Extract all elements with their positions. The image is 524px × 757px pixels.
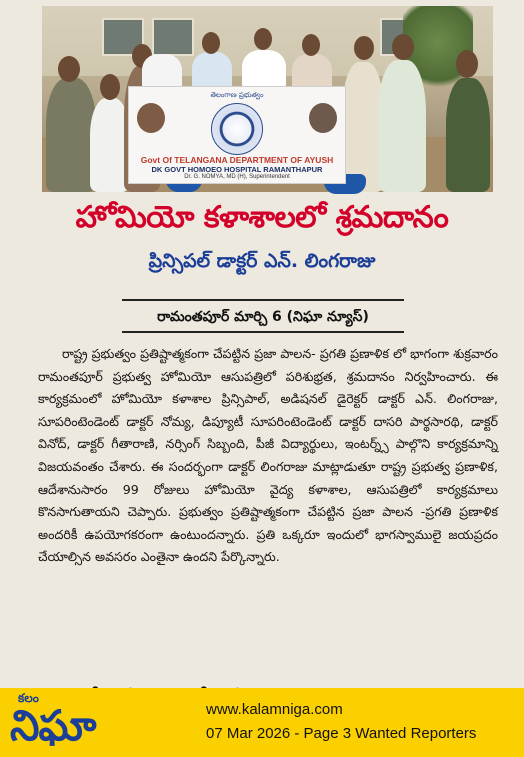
banner-header: తెలంగాణ ప్రభుత్వం: [210, 91, 264, 99]
article-dateline: రామంతపూర్ మార్చి 6 (నిఘా న్యూస్): [157, 309, 369, 325]
person-head: [58, 56, 80, 82]
person-head: [254, 28, 272, 50]
person: [446, 78, 490, 192]
dateline-box: [122, 299, 404, 333]
person-head: [100, 74, 120, 100]
news-photo: [42, 6, 493, 192]
article-headline: హోమియో కళాశాలలో శ్రమదానం: [75, 200, 449, 235]
person: [46, 78, 96, 192]
person: [378, 60, 426, 192]
person-head: [302, 34, 320, 56]
person-head: [202, 32, 220, 54]
banner-line-2: DK GOVT HOMOEO HOSPITAL RAMANTHAPUR: [151, 165, 323, 174]
ayush-seal-icon: [211, 103, 263, 155]
banner-portrait: [137, 103, 165, 133]
page-info: 07 Mar 2026 - Page 3 Wanted Reporters: [206, 725, 477, 742]
person-head: [456, 50, 478, 78]
website-link[interactable]: www.kalamniga.com: [206, 701, 343, 718]
logo-niga: నిఘా: [10, 701, 96, 750]
logo-kalam: కలం: [18, 691, 39, 705]
article-subheadline: ప్రిన్సిపల్ డాక్టర్ ఎన్. లింగరాజు: [148, 250, 376, 272]
window: [152, 18, 194, 56]
event-banner: [128, 86, 346, 184]
person-head: [354, 36, 374, 60]
article-body: రాష్ట్ర ప్రభుత్వం ప్రతిష్టాత్మకంగా చేపట్టిన ప్రజా పాలన- ప్రగతి ప్రణాళిక లో భాగంగా శుక్రవారం రామంతపూర్ ప్రభుత్వ హోమియో ఆసుపత్రిలో పరిశుభ్రత, శ్రమదానం నిర్వహించారు. ఈ కార్యక్రమంలో హోమియో కళాశాల ప్రిన్సిపాల్, అడిషనల్ డైరెక్టర్ డాక్టర్ ఎన్. లింగరాజు, సూపరింటెండెంట్ డాక్టర్ నోమ్య, డిప్యూటీ సూపరింటెండెంట్ డాక్టర్ దాసరి పార్థసారథి, డాక్టర్ వినోద్, డాక్టర్ గీతారాణి, నర్సింగ్ సిబ్బంది, పీజీ విద్యార్థులు, ఇంటర్న్స్ పాల్గొని కార్యక్రమాన్ని విజయవంతం చేశారు. ఈ సందర్భంగా డాక్టర్ లింగరాజు మాట్లాడుతూ రాష్ట్ర ప్రభుత్వ ప్రణాళిక, ఆదేశానుసారం 99 రోజులు హోమియో వైద్య కళాశాల, ఆసుపత్రిలో కార్యక్రమాలు కొనసాగుతాయని చెప్పారు. ప్రభుత్వం ప్రతిష్టాత్మకంగా చేపట్టిన ప్రజా పాలన -ప్రగతి ప్రణాళిక అందరికీ ఉపయోగకరంగా ఉంటుందన్నారు. ప్రతి ఒక్కరూ ఇందులో భాగస్వాములై జయప్రదం చేయాల్సిన అవసరం ఎంతైనా ఉందని పేర్కొన్నారు.: [38, 346, 498, 565]
banner-line-3: Dr. G. NOMYA, MD (H), Superintendent: [184, 174, 290, 180]
newspaper-footer: [0, 688, 524, 757]
person-head: [392, 34, 414, 60]
banner-line-1: Govt Of TELANGANA DEPARTMENT OF AYUSH: [140, 155, 334, 165]
banner-portrait: [309, 103, 337, 133]
